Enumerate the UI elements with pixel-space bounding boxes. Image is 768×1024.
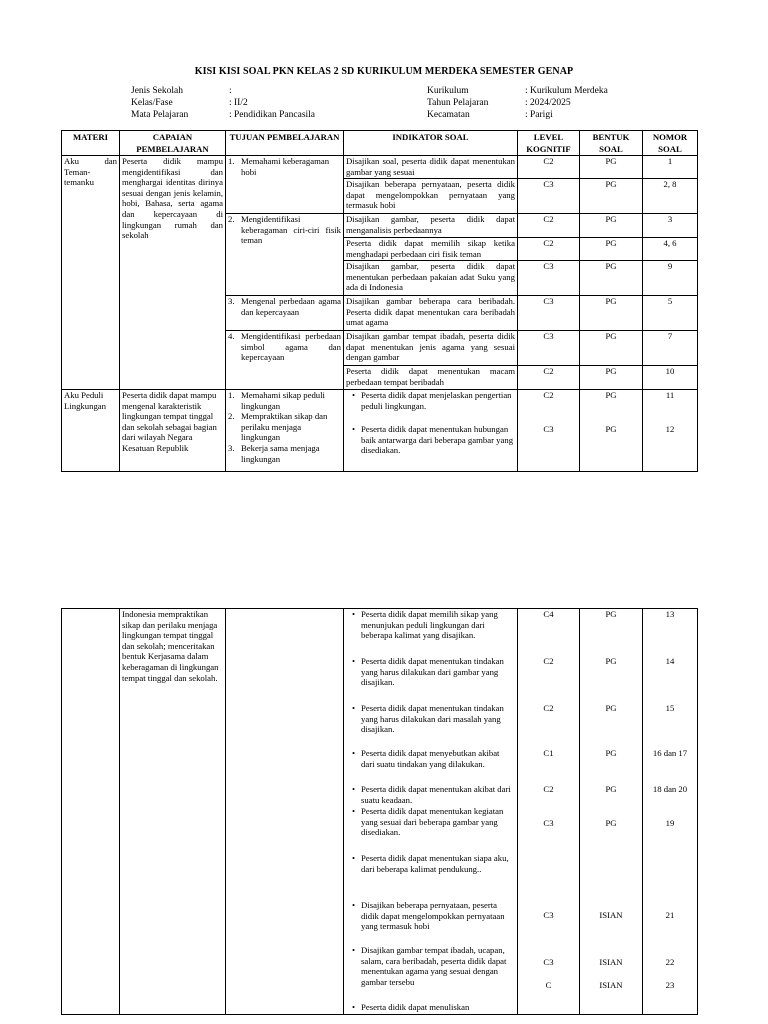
nomor-value: 14 xyxy=(665,656,675,666)
level-cell: C2 xyxy=(518,156,580,179)
nomor-value: 19 xyxy=(665,818,675,828)
bentuk-value: PG xyxy=(605,609,617,619)
header-capaian: CAPAIAN PEMBELAJARAN xyxy=(120,131,226,156)
tujuan-cell xyxy=(226,390,344,472)
level-cell: C3 xyxy=(518,261,580,296)
indikator-text: Peserta didik dapat menentukan tindakan yang harus dilakukan dari masalah yang disajikan. xyxy=(361,703,504,735)
level-value: C3 xyxy=(543,910,554,920)
bentuk-cell: PG xyxy=(580,156,643,179)
bentuk-value: PG xyxy=(605,703,617,713)
bentuk-value: PG xyxy=(605,784,617,794)
level-value: C2 xyxy=(543,784,554,794)
nomor-value: 21 xyxy=(665,910,675,920)
meta-label: Mata Pelajaran xyxy=(131,110,189,120)
header-level: LEVEL KOGNITIF xyxy=(518,131,580,156)
tujuan-cell xyxy=(226,156,344,214)
capaian-cell: Peserta didik dapat mampu mengenal karakteristik lingkungan tempat tinggal dan sekolah sebagai bagian dari wilayah Negara Kesatuan Republik xyxy=(120,390,226,472)
materi-cell: Aku dan Teman-temanku xyxy=(62,156,120,390)
level-value: C1 xyxy=(543,748,554,758)
nomor-value: 22 xyxy=(665,957,675,967)
bentuk-cell: PG xyxy=(580,214,643,238)
meta-value: : Kurikulum Merdeka xyxy=(525,86,608,96)
bullet-icon: • xyxy=(351,703,356,713)
indikator-text: Peserta didik dapat menjelaskan pengertian peduli lingkungan. xyxy=(361,390,512,411)
bullet-icon: • xyxy=(351,1002,356,1012)
nomor-value: 16 dan 17 xyxy=(652,748,688,758)
level-value: C xyxy=(545,980,552,990)
meta-label: Jenis Sekolah xyxy=(131,86,183,96)
nomor-cell: 2, 8 xyxy=(643,179,698,214)
meta-value: : xyxy=(229,86,232,96)
list-number: 3. xyxy=(228,442,235,453)
level-value: C4 xyxy=(543,609,554,619)
tujuan-text: Bekerja sama menjaga lingkungan xyxy=(241,442,320,464)
bullet-icon: • xyxy=(351,748,356,758)
level-cell xyxy=(518,390,580,472)
bentuk-value: PG xyxy=(605,748,617,758)
indikator-text: Peserta didik dapat menyebutkan akibat dari suatu tindakan yang dilakukan. xyxy=(361,748,500,769)
bullet-icon: • xyxy=(351,424,356,434)
meta-value: : II/2 xyxy=(229,98,248,108)
indikator-text: Disajikan gambar tempat ibadah, ucapan, salam, cara beribadah, peserta didik dapat menentukan agama yang sesuai dengan gambar tersebu xyxy=(361,945,507,987)
tujuan-cell xyxy=(226,331,344,390)
indikator-cell: Disajikan beberapa pernyataan, peserta didik dapat mengelompokkan pernyataan yang termasuk hobi xyxy=(344,179,518,214)
indikator-cell: Disajikan gambar tempat ibadah, peserta didik dapat menentukan jenis agama yang sesuai dengan gambar xyxy=(344,331,518,366)
bentuk-cell xyxy=(580,609,643,1015)
tujuan-text: Mempraktikan sikap dan perilaku menjaga lingkungan xyxy=(241,411,328,443)
nomor-cell xyxy=(643,390,698,472)
nomor-cell: 7 xyxy=(643,331,698,366)
level-value: C3 xyxy=(543,818,554,828)
capaian-cell: Peserta didik mampu mengidentifikasi dan menghargai identitas dirinya sesuai dengan jenis kelamin, hobi, Bahasa, serta agama dan kepercayaan di lingkungan rumah dan sekolah xyxy=(120,156,226,390)
nomor-value: 18 dan 20 xyxy=(652,784,688,794)
meta-right xyxy=(427,85,608,121)
indikator-text: Peserta didik dapat menentukan tindakan yang harus dilakukan dari gambar yang disajikan. xyxy=(361,656,504,688)
nomor-cell: 9 xyxy=(643,261,698,296)
level-cell: C2 xyxy=(518,214,580,238)
tujuan-cell xyxy=(226,214,344,296)
level-cell xyxy=(518,609,580,1015)
bentuk-value: ISIAN xyxy=(599,957,623,967)
tujuan-text: Memahami sikap peduli lingkungan xyxy=(241,390,325,411)
bentuk-cell: PG xyxy=(580,366,643,390)
indikator-text: Disajikan beberapa pernyataan, peserta didik dapat mengelompokkan pernyataan yang termasuk hobi xyxy=(361,900,505,932)
level-value: C2 xyxy=(543,390,554,400)
bullet-icon: • xyxy=(351,853,356,863)
indikator-cell: Peserta didik dapat memilih sikap ketika menghadapi perbedaan ciri fisik teman xyxy=(344,238,518,261)
nomor-value: 13 xyxy=(665,609,675,619)
bentuk-cell: PG xyxy=(580,331,643,366)
tujuan-text: Mengenal perbedaan agama dan kepercayaan xyxy=(241,296,341,317)
nomor-value: 23 xyxy=(665,980,675,990)
indikator-text: Peserta didik dapat menentukan kegiatan yang sesuai dari beberapa gambar yang disediakan. xyxy=(361,806,504,838)
kisi-kisi-table-page1 xyxy=(61,130,698,472)
bentuk-value: ISIAN xyxy=(599,910,623,920)
nomor-cell xyxy=(643,609,698,1015)
bentuk-cell: PG xyxy=(580,296,643,331)
indikator-cell: Disajikan gambar beberapa cara beribadah. Peserta didik dapat menentukan cara beribadah umat agama xyxy=(344,296,518,331)
bentuk-cell: PG xyxy=(580,261,643,296)
nomor-cell: 10 xyxy=(643,366,698,390)
list-number: 3. xyxy=(228,296,235,306)
list-number: 2. xyxy=(228,214,235,224)
bullet-icon: • xyxy=(351,390,356,400)
bullet-icon: • xyxy=(351,784,356,794)
kisi-kisi-table-page2 xyxy=(61,608,698,1015)
indikator-text: Peserta didik dapat menentukan siapa aku, dari beberapa kalimat pendukung.. xyxy=(361,853,509,874)
level-cell: C2 xyxy=(518,366,580,390)
bentuk-cell: PG xyxy=(580,179,643,214)
bentuk-value: PG xyxy=(605,656,617,666)
level-cell: C2 xyxy=(518,238,580,261)
meta-value: : 2024/2025 xyxy=(525,98,571,108)
header-tujuan: TUJUAN PEMBELAJARAN xyxy=(226,131,344,156)
table-row xyxy=(62,609,698,1015)
materi-cell xyxy=(62,609,120,1015)
bentuk-value: PG xyxy=(605,424,617,434)
bullet-icon: • xyxy=(351,900,356,910)
list-number: 1. xyxy=(228,156,235,166)
bentuk-value: PG xyxy=(605,818,617,828)
level-value: C2 xyxy=(543,703,554,713)
level-cell: C3 xyxy=(518,179,580,214)
table-row xyxy=(62,390,698,472)
indikator-text: Peserta didik dapat menentukan hubungan baik antarwarga dari beberapa gambar yang disediakan. xyxy=(361,424,514,456)
list-number: 4. xyxy=(228,331,235,341)
bentuk-cell: PG xyxy=(580,238,643,261)
tujuan-text: Memahami keberagaman hobi xyxy=(241,156,330,177)
bullet-icon: • xyxy=(351,945,356,955)
document-title: KISI KISI SOAL PKN KELAS 2 SD KURIKULUM MERDEKA SEMESTER GENAP xyxy=(194,66,574,77)
header-indikator: INDIKATOR SOAL xyxy=(344,131,518,156)
list-number: 2. xyxy=(228,411,235,422)
capaian-cell: Indonesia mempraktikan sikap dan perilaku menjaga lingkungan tempat tinggal dan sekolah; menceritakan bentuk Kerjasama dalam keberagaman di lingkungan tempat tinggal dan sekolah. xyxy=(120,609,226,1015)
indikator-cell: Disajikan gambar, peserta didik dapat menentukan perbedaan pakaian adat Suku yang ada di Indonesia xyxy=(344,261,518,296)
nomor-cell: 1 xyxy=(643,156,698,179)
meta-label: Kurikulum xyxy=(427,86,469,96)
nomor-value: 15 xyxy=(665,703,675,713)
meta-value: : Parigi xyxy=(525,110,553,120)
indikator-cell xyxy=(344,609,518,1015)
bullet-icon: • xyxy=(351,609,356,619)
nomor-cell: 3 xyxy=(643,214,698,238)
level-value: C3 xyxy=(543,424,554,434)
nomor-value: 11 xyxy=(665,390,675,400)
tujuan-text: Mengidentifikasi keberagaman ciri-ciri fisik teman xyxy=(241,214,341,246)
meta-label: Tahun Pelajaran xyxy=(427,98,489,108)
bentuk-value: PG xyxy=(605,390,617,400)
materi-cell: Aku Peduli Lingkungan xyxy=(62,390,120,472)
list-number: 1. xyxy=(228,390,235,400)
nomor-cell: 5 xyxy=(643,296,698,331)
bullet-icon: • xyxy=(351,806,356,816)
level-cell: C3 xyxy=(518,331,580,366)
indikator-cell: Disajikan gambar, peserta didik dapat menganalisis perbedaannya xyxy=(344,214,518,238)
meta-left xyxy=(131,85,315,121)
indikator-text: Peserta didik dapat menuliskan xyxy=(361,1002,470,1012)
meta-label: Kelas/Fase xyxy=(131,98,173,108)
level-cell: C3 xyxy=(518,296,580,331)
level-value: C2 xyxy=(543,656,554,666)
meta-label: Kecamatan xyxy=(427,110,470,120)
indikator-cell: Disajikan soal, peserta didik dapat menentukan gambar yang sesuai xyxy=(344,156,518,179)
bentuk-cell xyxy=(580,390,643,472)
level-value: C3 xyxy=(543,957,554,967)
indikator-cell xyxy=(344,390,518,472)
nomor-cell: 4, 6 xyxy=(643,238,698,261)
indikator-text: Peserta didik dapat menentukan akibat dari suatu keadaan. xyxy=(361,784,511,805)
header-bentuk: BENTUK SOAL xyxy=(580,131,643,156)
bentuk-value: ISIAN xyxy=(599,980,623,990)
header-nomor: NOMOR SOAL xyxy=(643,131,698,156)
bullet-icon: • xyxy=(351,656,356,666)
tujuan-cell xyxy=(226,609,344,1015)
indikator-text: Peserta didik dapat memilih sikap yang menunjukan peduli lingkungan dari beberapa kalimat yang disajikan. xyxy=(361,609,498,641)
indikator-cell: Peserta didik dapat menentukan macam perbedaan tempat beribadah xyxy=(344,366,518,390)
header-materi: MATERI xyxy=(62,131,120,156)
table-row xyxy=(62,156,698,179)
nomor-value: 12 xyxy=(665,424,675,434)
tujuan-text: Mengidentifikasi perbedaan simbol agama dan kepercayaan xyxy=(241,331,341,363)
meta-value: : Pendidikan Pancasila xyxy=(229,110,316,120)
tujuan-cell xyxy=(226,296,344,331)
